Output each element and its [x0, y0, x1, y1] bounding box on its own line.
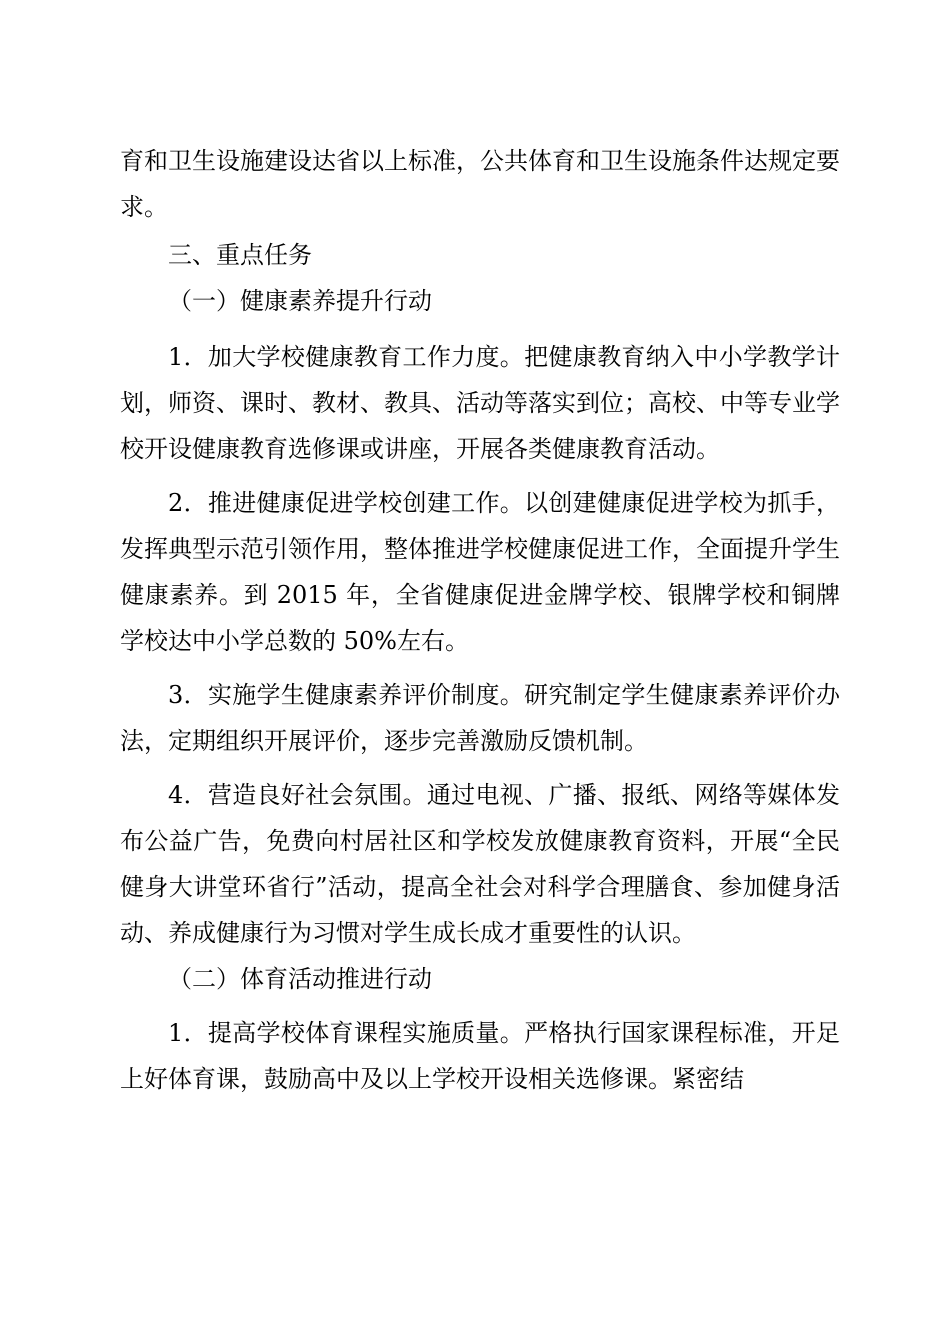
body-paragraph: 4．营造良好社会氛围。通过电视、广播、报纸、网络等媒体发布公益广告，免费向村居社区和学校发放健康教育资料，开展“全民健身大讲堂环省行”活动，提高全社会对科学合理膳食、参加健身活动、养成健康行为习惯对学生成长成才重要性的认识。 — [120, 781, 840, 947]
body-paragraph: 2．推进健康促进学校创建工作。以创建健康促进学校为抓手，发挥典型示范引领作用，整体推进学校健康促进工作，全面提升学生健康素养。到 2015 年，全省健康促进金牌学校、银牌学校和铜牌学校达中小学总数的 50%左右。 — [120, 489, 840, 655]
document-page — [120, 138, 840, 1102]
body-paragraph: 1．加大学校健康教育工作力度。把健康教育纳入中小学教学计划，师资、课时、教材、教具、活动等落实到位；高校、中等专业学校开设健康教育选修课或讲座，开展各类健康教育活动。 — [120, 343, 840, 463]
section-heading: 三、重点任务 — [168, 241, 312, 269]
body-paragraph-continued: 育和卫生设施建设达省以上标准，公共体育和卫生设施条件达规定要求。 — [120, 147, 840, 221]
body-paragraph: 1．提高学校体育课程实施质量。严格执行国家课程标准，开足上好体育课，鼓励高中及以上学校开设相关选修课。紧密结 — [120, 1019, 840, 1093]
body-paragraph: 3．实施学生健康素养评价制度。研究制定学生健康素养评价办法，定期组织开展评价，逐步完善激励反馈机制。 — [120, 681, 840, 755]
subsection-heading: （二）体育活动推进行动 — [168, 965, 432, 993]
subsection-heading: （一）健康素养提升行动 — [168, 287, 432, 315]
